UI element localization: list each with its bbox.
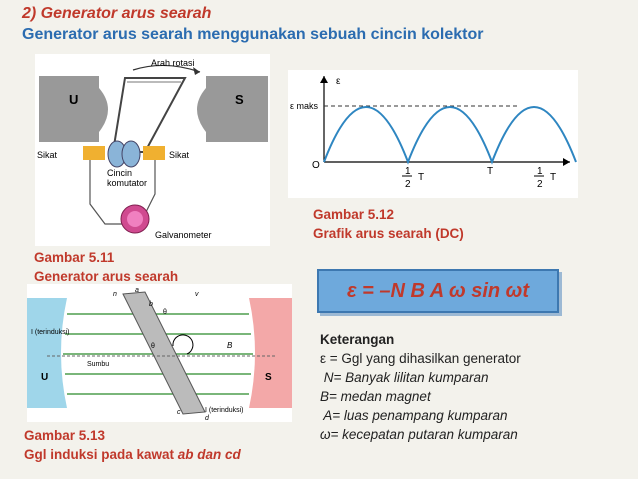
legend-line: ε = Ggl yang dihasilkan generator [320, 351, 521, 366]
pole-u-label: U [41, 372, 49, 383]
slide-heading: 2) Generator arus searah [22, 5, 212, 22]
legend-line: A= luas penampang kumparan [320, 408, 508, 423]
caption-5-11: Gambar 5.11 Generator arus searah [34, 250, 179, 284]
ring-label-1: Cincin [107, 168, 133, 178]
tick-half-den: 2 [405, 179, 411, 190]
brush-right-label: Sikat [169, 150, 190, 160]
legend-block [320, 330, 521, 444]
corner-c: c [177, 409, 181, 416]
dc-graph [288, 70, 578, 198]
magnet-u-label: U [69, 92, 79, 107]
velocity-label: v [195, 291, 199, 298]
field-b-label: B [227, 341, 233, 350]
legend-line: ω= kecepatan putaran kumparan [320, 427, 518, 442]
legend-title: Keterangan [320, 332, 395, 347]
legend-line: N= Banyak lilitan kumparan [320, 370, 489, 385]
tick-half-t: T [418, 172, 425, 183]
tick-t: T [487, 166, 494, 177]
galvanometer-label: Galvanometer [155, 230, 212, 240]
figure-5-13 [27, 284, 292, 422]
current-label-top: I (terinduksi) [31, 329, 70, 336]
epsilon-max-label: ε maks [290, 101, 319, 111]
caption-5-13: Gambar 5.13 Ggl induksi pada kawat ab dan cd [24, 428, 241, 462]
corner-a: a [135, 287, 139, 294]
magnet-s-label: S [235, 92, 244, 107]
current-label-bottom: I (terinduksi) [205, 407, 244, 414]
generator-diagram [35, 54, 270, 246]
emf-formula: ε = –N B A ω sin ωt [346, 280, 530, 302]
theta-label-2: θ [151, 343, 155, 350]
theta-label: θ [163, 309, 167, 316]
rotation-label: Arah rotasi [151, 58, 195, 68]
normal-label: n [113, 291, 117, 298]
caption-5-12: Gambar 5.12 Grafik arus searah (DC) [313, 207, 464, 241]
corner-b: b [149, 301, 153, 308]
tick-half2-den: 2 [537, 179, 543, 190]
ring-label-2: komutator [107, 178, 148, 188]
epsilon-axis-label: ε [336, 76, 341, 87]
tick-half-num: 1 [405, 166, 411, 177]
origin-label: O [312, 160, 320, 171]
corner-d: d [205, 415, 209, 422]
tick-half2-t: T [550, 172, 557, 183]
tick-half2-num: 1 [537, 166, 543, 177]
brush-left-label: Sikat [37, 150, 58, 160]
formula-box [317, 269, 559, 313]
figure-5-11 [35, 54, 270, 246]
induction-diagram [27, 284, 292, 422]
pole-s-label: S [265, 372, 272, 383]
slide-subheading: Generator arus searah menggunakan sebuah cincin kolektor [22, 26, 484, 43]
figure-5-12 [288, 70, 578, 198]
legend-line: B= medan magnet [320, 389, 431, 404]
axis-label: Sumbu [87, 361, 110, 368]
